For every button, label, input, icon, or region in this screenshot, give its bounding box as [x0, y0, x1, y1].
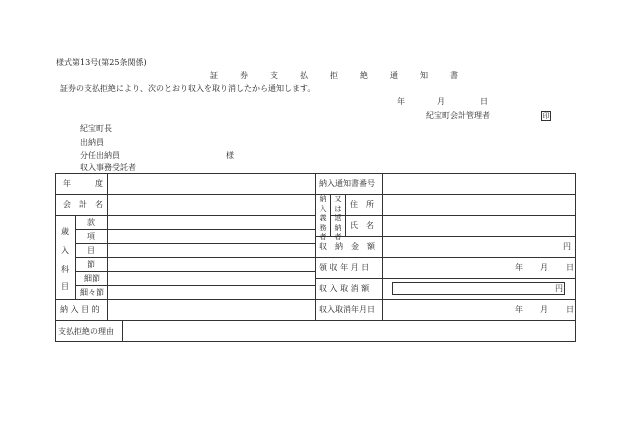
table-rule	[315, 236, 576, 237]
table-rule	[315, 257, 576, 258]
label-cancel-date: 収入取消年月日	[319, 305, 375, 314]
cancel-amount-yen: 円	[555, 284, 563, 293]
label-saisetsu: 細節	[84, 274, 100, 283]
cancel-day: 日	[566, 305, 574, 314]
addressee-sub-cashier: 分任出納員	[80, 151, 120, 160]
date-month-label: 月	[437, 97, 445, 106]
label-revenue-side-4: 目	[61, 282, 69, 291]
table-rule	[75, 229, 315, 230]
form-number: 様式第13号(第25条関係)	[56, 58, 147, 67]
table-divider	[315, 173, 316, 320]
title-char: 証	[210, 71, 218, 80]
label-saisaisetsu: 細々節	[80, 288, 104, 297]
table-rule	[315, 278, 576, 279]
date-year-label: 年	[397, 97, 405, 106]
addressee-mayor: 紀宝町長	[80, 124, 112, 133]
label-kou: 項	[87, 232, 95, 241]
title-char: 絶	[360, 71, 368, 80]
label-name: 氏 名	[350, 221, 374, 230]
label-revenue-side-3: 科	[61, 265, 69, 274]
label-payment-amount: 収 納 金 額	[319, 242, 375, 251]
table-rule	[55, 215, 315, 216]
account-name-field[interactable]	[108, 195, 314, 214]
cancel-amount-field[interactable]	[392, 282, 565, 295]
title-char: 支	[270, 71, 278, 80]
intro-text: 証券の支払拒絶により、次のとおり収入を取り消したから通知します。	[60, 84, 316, 93]
cancel-month: 月	[540, 305, 548, 314]
refusal-reason-field[interactable]	[123, 321, 575, 341]
issuer-name: 紀宝町会計管理者	[426, 111, 490, 120]
seal-mark: 印	[542, 112, 550, 120]
fiscal-year-field[interactable]	[108, 174, 314, 193]
receipt-year: 年	[515, 263, 523, 272]
label-purpose: 納 入 目 的	[60, 305, 100, 314]
payment-amount-yen: 円	[563, 242, 571, 251]
title-char: 拒	[330, 71, 338, 80]
address-field[interactable]	[383, 195, 575, 214]
label-refusal-reason: 支払拒絶の理由	[58, 327, 114, 336]
name-field[interactable]	[383, 216, 575, 235]
label-address: 住 所	[350, 200, 374, 209]
title-char: 通	[390, 71, 398, 80]
title-char: 払	[300, 71, 308, 80]
notice-number-field[interactable]	[383, 174, 575, 193]
table-rule	[75, 257, 315, 258]
label-cancel-amount: 収 入 取 消 額	[319, 284, 370, 293]
addressee-contractor: 収入事務受託者	[80, 163, 136, 172]
table-rule	[75, 285, 315, 286]
addressee-cashier: 出納員	[80, 138, 104, 147]
label-account-name: 会 計 名	[63, 200, 103, 209]
label-payer-col1: 納 入 義 務 者	[319, 195, 327, 241]
table-rule	[75, 243, 315, 244]
label-receipt-date: 領 収 年 月 日	[319, 263, 370, 272]
label-fiscal-year: 年 度	[63, 179, 103, 188]
label-notice-number: 納入通知書番号	[319, 179, 375, 188]
label-moku: 目	[87, 246, 95, 255]
receipt-day: 日	[566, 263, 574, 272]
date-day-label: 日	[480, 97, 488, 106]
title-char: 券	[240, 71, 248, 80]
purpose-field[interactable]	[108, 300, 314, 319]
table-rule	[315, 299, 576, 300]
label-kan: 款	[87, 218, 95, 227]
label-payer-col2: 又 は 返 納 者	[334, 195, 342, 241]
honorific: 様	[226, 151, 234, 160]
title-char: 書	[450, 71, 458, 80]
title-char: 知	[420, 71, 428, 80]
receipt-month: 月	[540, 263, 548, 272]
label-setsu: 節	[87, 260, 95, 269]
label-revenue-side-2: 入	[61, 246, 69, 255]
document-title	[210, 71, 458, 81]
label-revenue-side-1: 歳	[61, 227, 69, 236]
table-rule	[75, 271, 315, 272]
cancel-year: 年	[515, 305, 523, 314]
